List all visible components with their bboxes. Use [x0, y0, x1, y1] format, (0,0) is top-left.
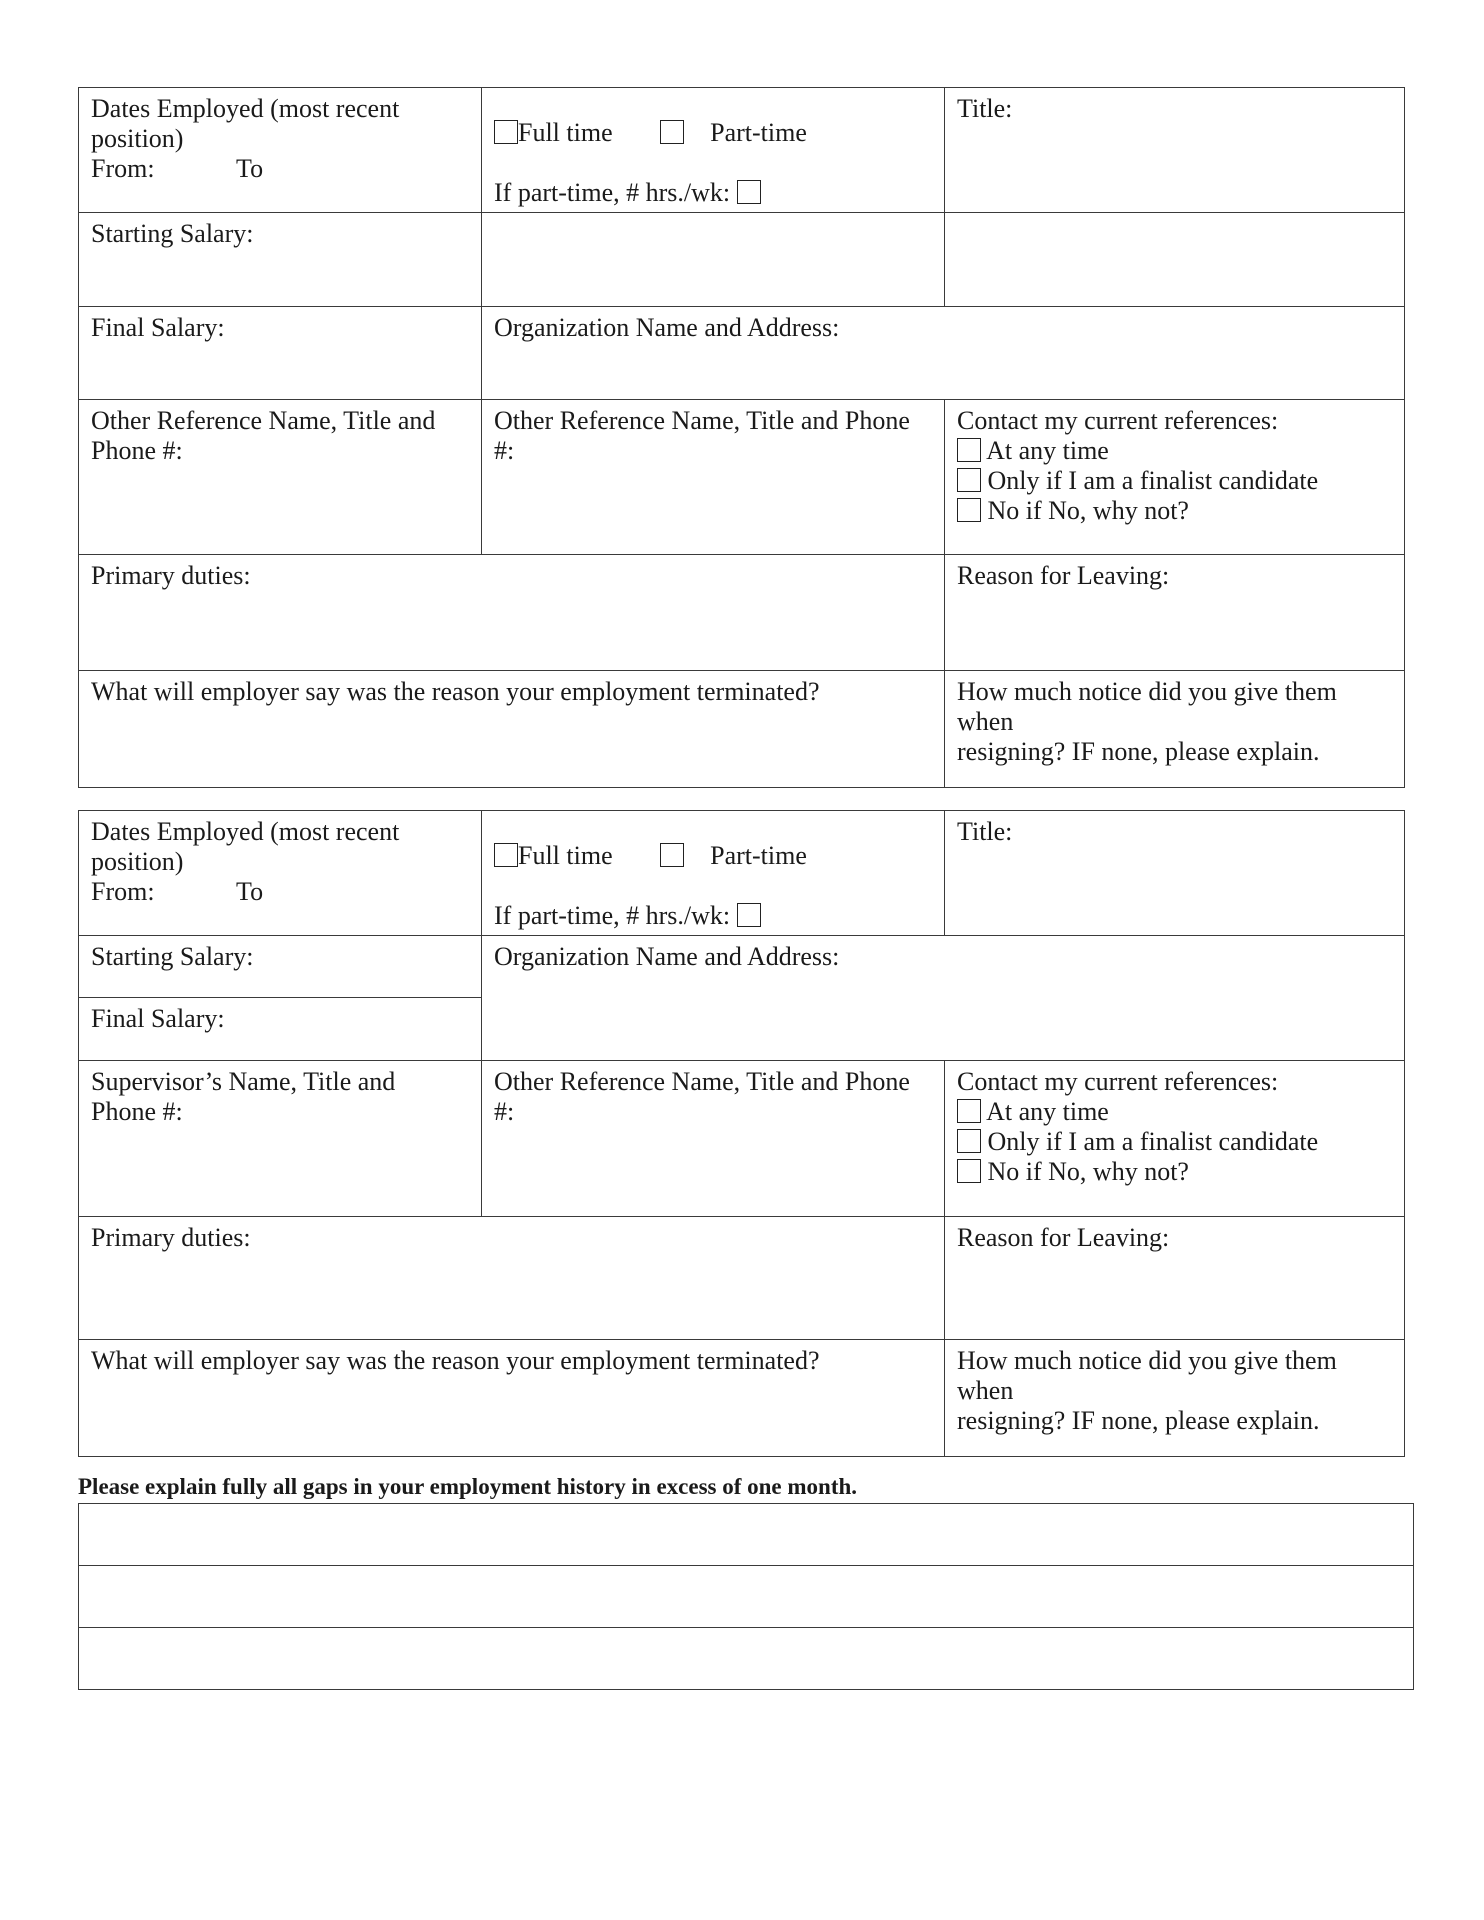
dates-employed-cell[interactable] — [79, 811, 482, 936]
employer-say-label: What will employer say was the reason your employment terminated? — [91, 1346, 820, 1375]
org-name-label: Organization Name and Address: — [494, 942, 840, 971]
no-checkbox[interactable] — [957, 498, 981, 522]
full-time-label: Full time — [518, 841, 613, 870]
primary-duties-label: Primary duties: — [91, 561, 251, 590]
starting-salary-label: Starting Salary: — [91, 219, 254, 248]
title-cell[interactable] — [945, 88, 1405, 213]
any-time-checkbox[interactable] — [957, 438, 981, 462]
notice-label-2: resigning? IF none, please explain. — [957, 1406, 1320, 1435]
employer-say-cell[interactable] — [79, 1340, 945, 1457]
reason-leaving-cell[interactable] — [945, 1217, 1405, 1340]
finalist-checkbox[interactable] — [957, 1129, 981, 1153]
final-salary-label: Final Salary: — [91, 313, 225, 342]
starting-salary-cell[interactable] — [79, 213, 482, 307]
no-checkbox[interactable] — [957, 1159, 981, 1183]
title-cell[interactable] — [945, 811, 1405, 936]
gap-heading: Please explain fully all gaps in your employment history in excess of one month. — [78, 1474, 858, 1499]
dates-employed-label: Dates Employed (most recent — [91, 94, 400, 123]
org-name-label: Organization Name and Address: — [494, 313, 840, 342]
notice-cell[interactable] — [945, 1340, 1405, 1457]
other-reference-label: Other Reference Name, Title and Phone — [494, 1067, 910, 1096]
org-name-cell[interactable] — [482, 307, 1405, 400]
other-reference-label-2: #: — [494, 1097, 515, 1126]
finalist-label: Only if I am a finalist candidate — [987, 466, 1319, 495]
other-reference-cell-2[interactable] — [482, 400, 945, 555]
reason-leaving-label: Reason for Leaving: — [957, 561, 1170, 590]
to-label: To — [236, 877, 264, 906]
primary-duties-cell[interactable] — [79, 1217, 945, 1340]
employer-say-cell[interactable] — [79, 671, 945, 788]
any-time-label: At any time — [986, 1097, 1109, 1126]
other-reference-label-2: Phone #: — [91, 436, 183, 465]
contact-references-label: Contact my current references: — [957, 406, 1279, 435]
supervisor-label: Supervisor’s Name, Title and — [91, 1067, 396, 1096]
no-label: No if No, why not? — [987, 1157, 1189, 1186]
finalist-checkbox[interactable] — [957, 468, 981, 492]
other-reference-label-2: #: — [494, 436, 515, 465]
primary-duties-label: Primary duties: — [91, 1223, 251, 1252]
other-reference-label: Other Reference Name, Title and Phone — [494, 406, 910, 435]
gap-line[interactable] — [79, 1504, 1414, 1566]
contact-references-cell — [945, 400, 1405, 555]
other-reference-label: Other Reference Name, Title and — [91, 406, 436, 435]
supervisor-label-2: Phone #: — [91, 1097, 183, 1126]
employment-type-cell — [482, 88, 945, 213]
empty-cell[interactable] — [945, 213, 1405, 307]
notice-cell[interactable] — [945, 671, 1405, 788]
from-label: From: — [91, 154, 155, 183]
full-time-checkbox[interactable] — [494, 843, 518, 867]
reason-leaving-cell[interactable] — [945, 555, 1405, 671]
dates-employed-label-2: position) — [91, 124, 184, 153]
reason-leaving-label: Reason for Leaving: — [957, 1223, 1170, 1252]
hrs-wk-label: If part-time, # hrs./wk: — [494, 178, 731, 207]
supervisor-cell[interactable] — [79, 1061, 482, 1217]
hrs-wk-box[interactable] — [737, 903, 761, 927]
other-reference-cell-2[interactable] — [482, 1061, 945, 1217]
contact-references-cell — [945, 1061, 1405, 1217]
any-time-checkbox[interactable] — [957, 1099, 981, 1123]
part-time-label: Part-time — [710, 841, 807, 870]
finalist-label: Only if I am a finalist candidate — [987, 1127, 1319, 1156]
contact-references-label: Contact my current references: — [957, 1067, 1279, 1096]
title-label: Title: — [957, 817, 1013, 846]
hrs-wk-box[interactable] — [737, 180, 761, 204]
gap-explanation-lines — [78, 1503, 1414, 1690]
employment-type-cell — [482, 811, 945, 936]
primary-duties-cell[interactable] — [79, 555, 945, 671]
empty-cell[interactable] — [482, 213, 945, 307]
full-time-label: Full time — [518, 118, 613, 147]
org-name-cell[interactable] — [482, 936, 1405, 1061]
final-salary-cell[interactable] — [79, 998, 482, 1061]
no-label: No if No, why not? — [987, 496, 1189, 525]
employment-block-1 — [78, 87, 1405, 788]
to-label: To — [236, 154, 264, 183]
title-label: Title: — [957, 94, 1013, 123]
starting-salary-cell[interactable] — [79, 936, 482, 998]
dates-employed-label: Dates Employed (most recent — [91, 817, 400, 846]
part-time-checkbox[interactable] — [660, 843, 684, 867]
full-time-checkbox[interactable] — [494, 120, 518, 144]
gap-line[interactable] — [79, 1566, 1414, 1628]
from-label: From: — [91, 877, 155, 906]
dates-employed-cell[interactable] — [79, 88, 482, 213]
gap-line[interactable] — [79, 1628, 1414, 1690]
employment-block-2 — [78, 810, 1405, 1457]
starting-salary-label: Starting Salary: — [91, 942, 254, 971]
other-reference-cell[interactable] — [79, 400, 482, 555]
notice-label: How much notice did you give them when — [957, 677, 1337, 736]
dates-employed-label-2: position) — [91, 847, 184, 876]
final-salary-label: Final Salary: — [91, 1004, 225, 1033]
part-time-checkbox[interactable] — [660, 120, 684, 144]
hrs-wk-label: If part-time, # hrs./wk: — [494, 901, 731, 930]
final-salary-cell[interactable] — [79, 307, 482, 400]
employer-say-label: What will employer say was the reason your employment terminated? — [91, 677, 820, 706]
notice-label-2: resigning? IF none, please explain. — [957, 737, 1320, 766]
notice-label: How much notice did you give them when — [957, 1346, 1337, 1405]
part-time-label: Part-time — [710, 118, 807, 147]
any-time-label: At any time — [986, 436, 1109, 465]
